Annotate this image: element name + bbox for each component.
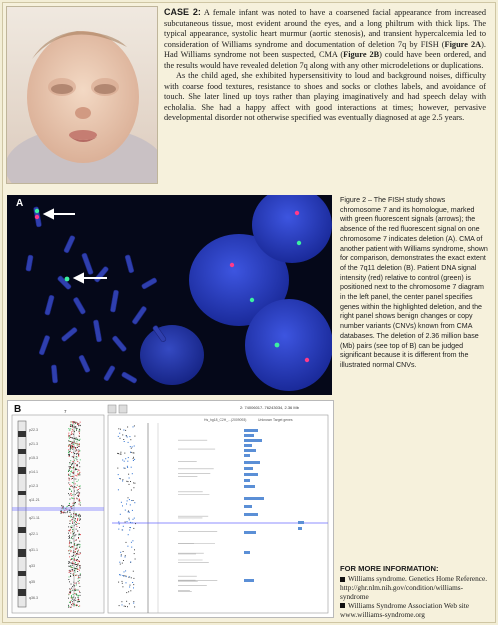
bullet-square-icon bbox=[340, 603, 345, 608]
svg-text:q21.11: q21.11 bbox=[29, 516, 40, 520]
cma-image-panel-b bbox=[7, 400, 334, 618]
infant-photo bbox=[6, 6, 158, 184]
case-label: CASE 2: bbox=[164, 7, 201, 17]
cma-header: 2: 74006017..76243034, 2.36 Mb bbox=[240, 405, 299, 410]
case-text-span: ). Had Williams syndrome not been suspected, CMA ( bbox=[164, 39, 486, 60]
cma-track-label-2: Unknown Target genes bbox=[258, 418, 293, 422]
svg-text:p15.3: p15.3 bbox=[29, 456, 38, 460]
panel-b-label: B bbox=[14, 404, 22, 415]
bullet-square-icon bbox=[340, 577, 345, 582]
svg-text:q33: q33 bbox=[29, 564, 35, 568]
svg-text:q11.21: q11.21 bbox=[29, 498, 40, 502]
case-text-span: ) could have been ordered, and the results would have revealed deletion 7q along with any other microdeletions or duplications. bbox=[164, 50, 486, 70]
figure-ref-2a: Figure 2A bbox=[444, 39, 482, 49]
svg-text:q35: q35 bbox=[29, 580, 35, 584]
svg-text:p12.3: p12.3 bbox=[29, 484, 38, 488]
case-text-span: A female infant was noted to have a coarsened facial appearance from increased subcutaneous tissue, most evident around the eyes, and a long philtrum with thick lips. The typical appearance, systolic heart murmur (aortic stenosis), and transient hypercalcemia led to consideration of Williams syndrome and documentation of deletion 7q by FISH ( bbox=[164, 8, 486, 49]
more-info-item bbox=[340, 602, 490, 620]
more-information bbox=[340, 565, 490, 619]
case-paragraph-1 bbox=[164, 7, 486, 71]
chromosome-number: 7 bbox=[64, 409, 67, 414]
case-paragraph-2: As the child aged, she exhibited hypersensitivity to loud and background noises, difficulty with coarse food textures, resistance to shoes and socks or clothes labels, and avoidance of touch. She later lined up toys rather than playing imaginatively and had speech delay with echolalia. She had a happy affect with good interactions at times; however, pervasive developmental disorder not otherwise specified was eventually diagnosed at age 2.5 years. bbox=[164, 71, 486, 123]
fish-image-panel-a bbox=[7, 195, 332, 395]
svg-text:q31.1: q31.1 bbox=[29, 548, 38, 552]
panel-a-label: A bbox=[16, 198, 24, 209]
cma-track-label: Hs_hg18_C2H_...(2009093) bbox=[204, 418, 247, 422]
figure-ref-2b: Figure 2B bbox=[343, 50, 380, 60]
svg-text:q22.1: q22.1 bbox=[29, 532, 38, 536]
more-info-title: FOR MORE INFORMATION: bbox=[340, 564, 439, 573]
more-info-item-text: Williams syndrome. Genetics Home Reference. http://ghr.nlm.nih.gov/condition/williams-syndrome bbox=[340, 573, 488, 601]
more-info-item bbox=[340, 575, 490, 602]
svg-text:p22.3: p22.3 bbox=[29, 428, 38, 432]
svg-text:q36.3: q36.3 bbox=[29, 596, 38, 600]
figure-caption: Figure 2 – The FISH study shows chromosome 7 and its homologue, marked with green fluorescent signals (arrows); the absence of the red fluorescent signal on one chromosome 7 indicates deletion (A). CMA of another patient with Williams syndrome, shown for comparison, demonstrates the exact extent of the 7q11 deletion (B). Patient DNA signal intensity (red) relative to control (green) is positioned next to the chromosome 7 diagram in the left panel, the center panel specifies genes within the highlighted deletion, and the right panel shows benign changes or copy number variants (CNVs) known from CMA databases. The deletion of 2.36 million base (Mb) pairs (see top of B) can be judged significant because it is different from the illustrated normal CNVs. bbox=[340, 196, 488, 369]
svg-text:p21.3: p21.3 bbox=[29, 442, 38, 446]
case-text bbox=[164, 7, 486, 124]
more-info-item-text: Williams Syndrome Association Web site www.williams-syndrome.org bbox=[340, 600, 469, 619]
svg-text:p14.1: p14.1 bbox=[29, 470, 38, 474]
